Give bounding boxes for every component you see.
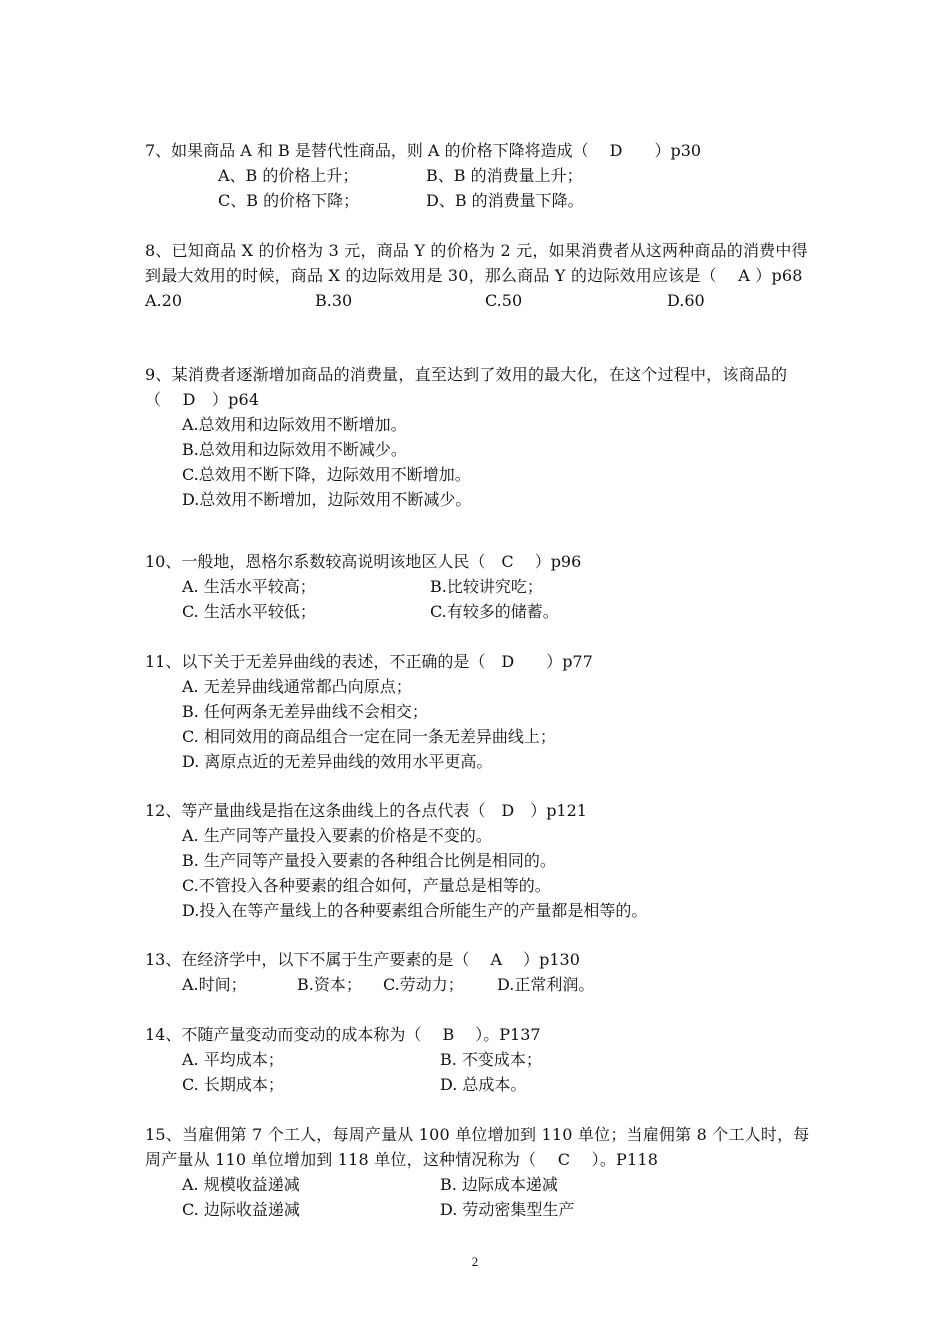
option-row [145,574,810,599]
option-row [145,163,810,188]
option-b: B.总效用和边际效用不断减少。 [182,440,407,459]
question-14 [145,1022,810,1097]
option-row [145,1047,810,1072]
option-c: C. 生活水平较低； [182,602,316,621]
option-row [145,288,810,313]
option-a: A. 无差异曲线通常都凸向原点； [182,677,412,696]
option-d: D.60 [667,291,705,310]
option-d: D. 总成本。 [440,1075,527,1094]
option-row [145,599,810,624]
option-a: A.20 [145,291,182,310]
option-b: B. 边际成本递减 [440,1175,558,1194]
option-d: D. 劳动密集型生产 [440,1200,575,1219]
option-c: C.50 [485,291,523,310]
question-stem: 13、在经济学中，以下不属于生产要素的是（ A ）p130 [145,950,580,969]
question-stem: 12、等产量曲线是指在这条曲线上的各点代表（ D ）p121 [145,801,587,820]
question-15 [145,1122,810,1222]
option-d: D.投入在等产量线上的各种要素组合所能生产的产量都是相等的。 [182,901,648,920]
option-a: A.总效用和边际效用不断增加。 [182,415,407,434]
option-c: C.不管投入各种要素的组合如何，产量总是相等的。 [182,876,551,895]
option-b: B. 任何两条无差异曲线不会相交； [182,702,428,721]
question-7 [145,138,810,213]
question-12 [145,798,810,923]
option-a: A. 生产同等产量投入要素的价格是不变的。 [182,826,492,845]
question-stem: 7、如果商品 A 和 B 是替代性商品，则 A 的价格下降将造成（ D ）p30 [145,141,702,160]
question-stem: 14、不随产量变动而变动的成本称为（ B ）。P137 [145,1025,541,1044]
option-c: C.劳动力； [383,975,464,994]
option-row [145,188,810,213]
option-c: C、B 的价格下降； [218,191,360,210]
option-row [145,972,810,997]
question-13 [145,947,810,997]
option-b: B.30 [315,291,353,310]
option-c: C. 长期成本； [182,1075,284,1094]
option-d: D. 离原点近的无差异曲线的效用水平更高。 [182,752,493,771]
option-b: B、B 的消费量上升； [426,166,583,185]
question-stem: 10、一般地，恩格尔系数较高说明该地区人民（ C ）p96 [145,552,582,571]
option-b: B.资本； [297,975,362,994]
option-c: C. 边际收益递减 [182,1200,300,1219]
option-a: A.时间； [182,975,247,994]
question-8 [145,238,810,313]
option-row [145,1072,810,1097]
question-10 [145,549,810,624]
question-stem: 11、以下关于无差异曲线的表述，不正确的是（ D ）p77 [145,652,593,671]
question-stem: 15、当雇佣第 7 个工人，每周产量从 100 单位增加到 110 单位；当雇佣第 8 个工人时，每周产量从 110 单位增加到 118 单位，这种情况称为（ C ）。P118 [145,1125,810,1169]
option-a: A、B 的价格上升； [218,166,359,185]
question-11 [145,649,810,774]
option-d: D.正常利润。 [497,975,595,994]
option-d: D、B 的消费量下降。 [426,191,584,210]
option-a: A. 规模收益递减 [182,1175,300,1194]
question-stem: 8、已知商品 X 的价格为 3 元，商品 Y 的价格为 2 元，如果消费者从这两种商品的消费中得到最大效用的时候，商品 X 的边际效用是 30，那么商品 Y 的边际效用应该是（ A ）p68 [145,241,808,285]
option-b: B. 生产同等产量投入要素的各种组合比例是相同的。 [182,851,556,870]
option-c: C.总效用不断下降，边际效用不断增加。 [182,465,471,484]
option-row [145,1197,810,1222]
option-a: A. 平均成本； [182,1050,284,1069]
option-row [145,1172,810,1197]
question-stem: 9、某消费者逐渐增加商品的消费量，直至达到了效用的最大化，在这个过程中，该商品的 （ D ）p64 [145,365,804,409]
page-number: 2 [471,1254,479,1269]
option-d: C.有较多的储蓄。 [430,602,559,621]
option-b: B. 不变成本； [440,1050,542,1069]
question-9 [145,362,810,512]
option-a: A. 生活水平较高； [182,577,316,596]
option-c: C. 相同效用的商品组合一定在同一条无差异曲线上； [182,727,556,746]
option-b: B.比较讲究吃； [430,577,543,596]
option-d: D.总效用不断增加，边际效用不断减少。 [182,490,472,509]
